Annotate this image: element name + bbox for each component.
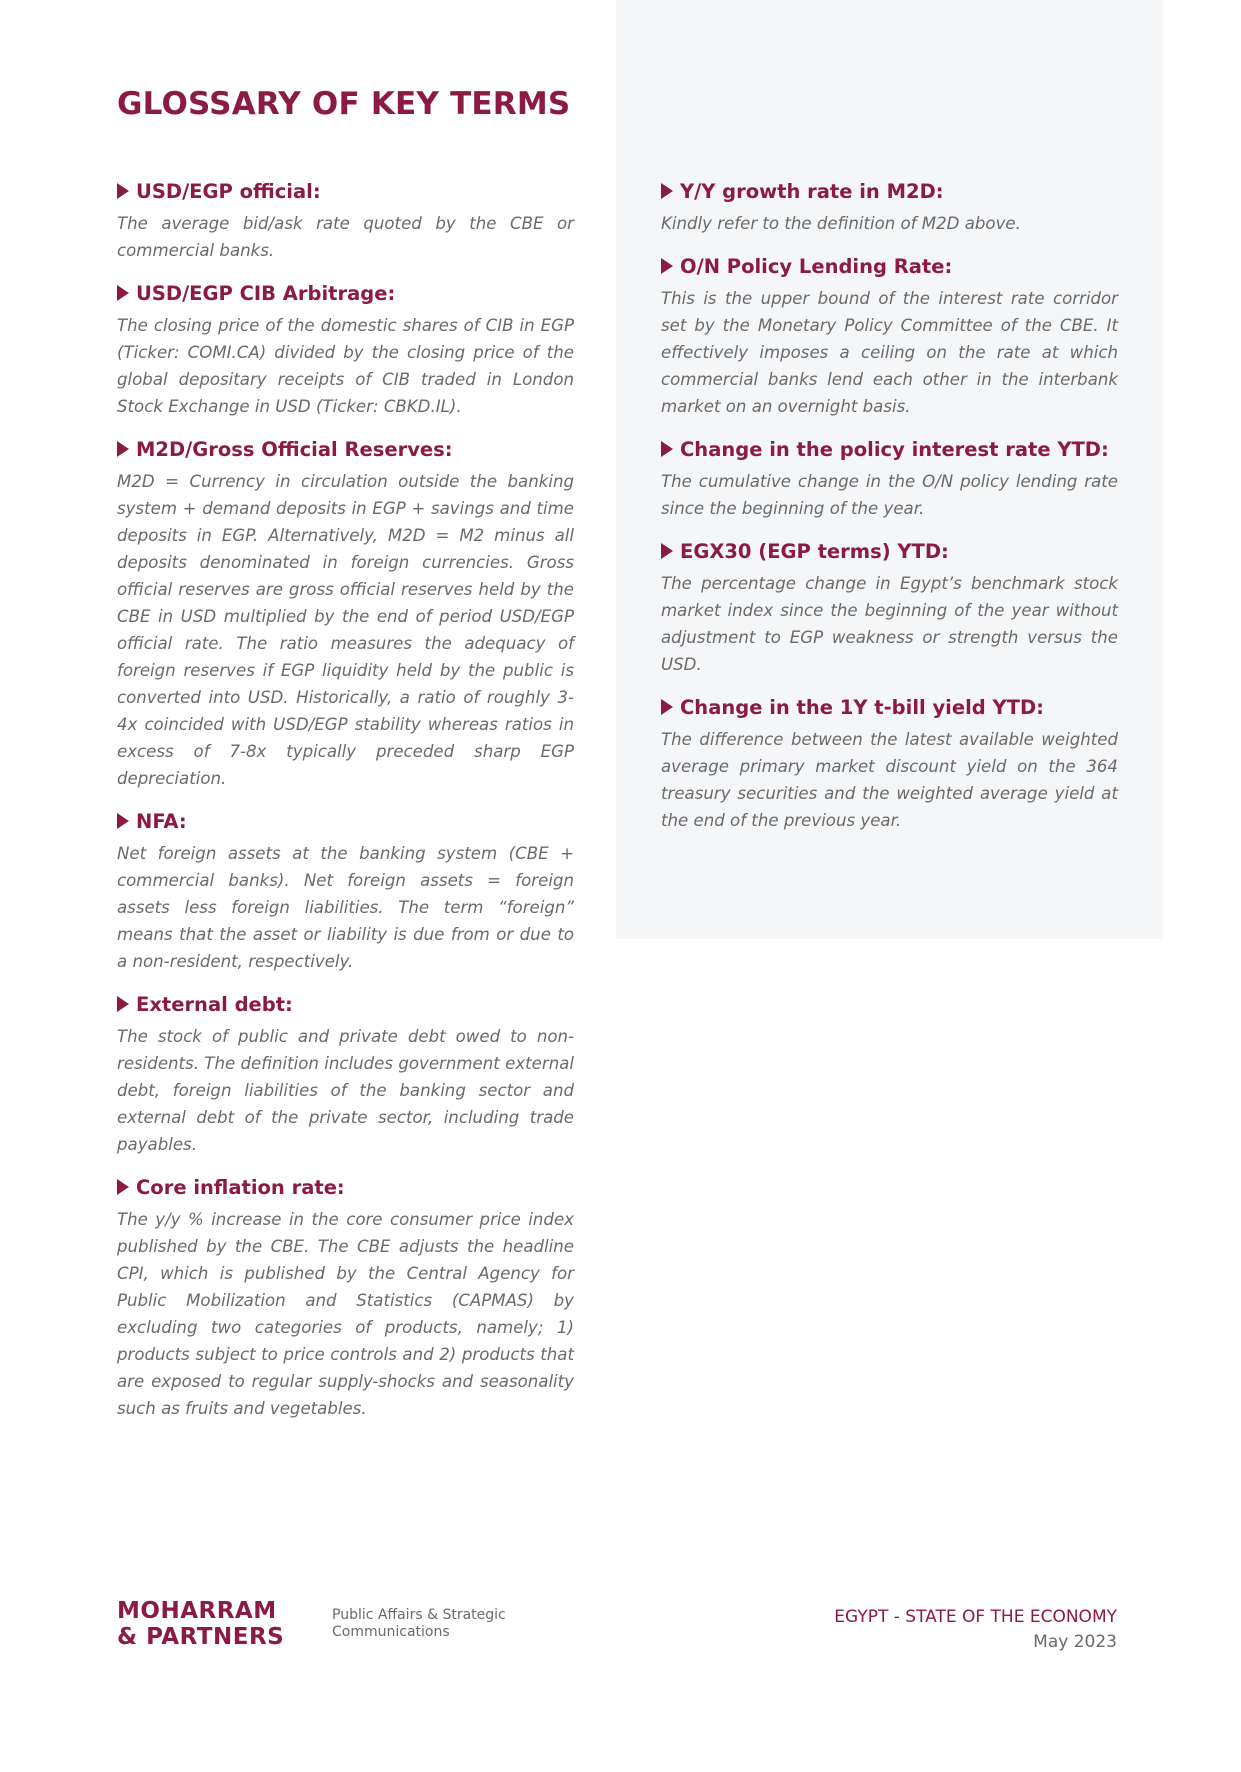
term-title: USD/EGP CIB Arbitrage: [136, 281, 396, 305]
term-title: Change in the policy interest rate YTD: [680, 437, 1109, 461]
term-heading [117, 806, 574, 836]
term-title: USD/EGP official: [136, 179, 321, 203]
glossary-term [117, 806, 574, 975]
glossary-term [117, 1172, 574, 1422]
logo-line-1: MOHARRAM [117, 1598, 277, 1624]
arrow-right-triangle-icon [117, 441, 129, 457]
term-heading [117, 176, 574, 206]
arrow-right-triangle-icon [117, 1179, 129, 1195]
term-heading [117, 278, 574, 308]
report-date: May 2023 [1033, 1632, 1117, 1652]
arrow-right-triangle-icon [117, 813, 129, 829]
term-description: Kindly refer to the definition of M2D above. [661, 214, 1021, 233]
term-title: Core inflation rate: [136, 1175, 345, 1199]
term-description: M2D = Currency in circulation outside the banking system + demand deposits in EGP + savings and time deposits in EGP. Alternatively, M2D = M2 minus all deposits denominated in foreign currencies. Gross official reserves are gross official reserves held by the CBE in USD multiplied by the end of period USD/EGP official rate. The ratio measures the adequacy of foreign reserves if EGP liquidity held by the public is converted into USD. Historically, a ratio of roughly 3-4x coincided with USD/EGP stability whereas ratios in excess of 7-8x typically preceded sharp EGP depreciation. [117, 472, 574, 788]
arrow-right-triangle-icon [661, 258, 673, 274]
tagline-line-2: Communications [332, 1624, 450, 1640]
term-title: O/N Policy Lending Rate: [680, 254, 953, 278]
glossary-term [661, 251, 1118, 420]
company-logo [117, 1598, 284, 1650]
term-description: The cumulative change in the O/N policy lending rate since the beginning of the year. [661, 472, 1118, 518]
term-description: The closing price of the domestic shares of CIB in EGP (Ticker: COMI.CA) divided by the closing price of the global depositary receipts of CIB traded in London Stock Exchange in USD (Ticker: CBKD.IL). [117, 316, 574, 416]
term-heading [661, 251, 1118, 281]
glossary-term [661, 536, 1118, 678]
term-description: Net foreign assets at the banking system (CBE + commercial banks). Net foreign assets = foreign assets less foreign liabilities. The term “foreign” means that the asset or liability is due from or due to a non-resident, respectively. [117, 844, 574, 971]
term-description: The average bid/ask rate quoted by the CBE or commercial banks. [117, 214, 574, 260]
tagline-line-1: Public Affairs & Strategic [332, 1607, 506, 1623]
term-title: Y/Y growth rate in M2D: [680, 179, 944, 203]
term-title: External debt: [136, 992, 293, 1016]
left-glossary-column [117, 176, 574, 1422]
arrow-right-triangle-icon [661, 441, 673, 457]
glossary-term [661, 692, 1118, 834]
page-title: GLOSSARY OF KEY TERMS [117, 86, 571, 122]
glossary-term [661, 434, 1118, 522]
glossary-term [117, 434, 574, 792]
term-heading [661, 176, 1118, 206]
term-description: This is the upper bound of the interest rate corridor set by the Monetary Policy Committee of the CBE. It effectively imposes a ceiling on the rate at which commercial banks lend each other in the interbank market on an overnight basis. [661, 289, 1118, 416]
term-description: The y/y % increase in the core consumer price index published by the CBE. The CBE adjusts the headline CPI, which is published by the Central Agency for Public Mobilization and Statistics (CAPMAS) by excluding two categories of products, namely; 1) products subject to price controls and 2) products that are exposed to regular supply-shocks and seasonality such as fruits and vegetables. [117, 1210, 574, 1418]
glossary-term [117, 278, 574, 420]
arrow-right-triangle-icon [661, 699, 673, 715]
arrow-right-triangle-icon [661, 543, 673, 559]
term-title: EGX30 (EGP terms) YTD: [680, 539, 949, 563]
term-description: The stock of public and private debt owed to non-residents. The definition includes government external debt, foreign liabilities of the banking sector and external debt of the private sector, including trade payables. [117, 1027, 574, 1154]
term-title: Change in the 1Y t-bill yield YTD: [680, 695, 1044, 719]
glossary-term [117, 989, 574, 1158]
arrow-right-triangle-icon [117, 996, 129, 1012]
glossary-term [661, 176, 1118, 237]
term-heading [661, 692, 1118, 722]
term-description: The percentage change in Egypt’s benchmark stock market index since the beginning of the year without adjustment to EGP weakness or strength versus the USD. [661, 574, 1118, 674]
arrow-right-triangle-icon [117, 285, 129, 301]
report-title: EGYPT - STATE OF THE ECONOMY [834, 1607, 1117, 1627]
right-glossary-column [661, 176, 1118, 834]
company-tagline [332, 1607, 506, 1641]
term-heading [117, 1172, 574, 1202]
term-heading [661, 536, 1118, 566]
arrow-right-triangle-icon [661, 183, 673, 199]
term-heading [117, 434, 574, 464]
term-heading [661, 434, 1118, 464]
term-heading [117, 989, 574, 1019]
term-title: M2D/Gross Official Reserves: [136, 437, 453, 461]
term-description: The difference between the latest available weighted average primary market discount yield on the 364 treasury securities and the weighted average yield at the end of the previous year. [661, 730, 1118, 830]
logo-line-2: & PARTNERS [117, 1624, 285, 1650]
glossary-term [117, 176, 574, 264]
arrow-right-triangle-icon [117, 183, 129, 199]
term-title: NFA: [136, 809, 187, 833]
